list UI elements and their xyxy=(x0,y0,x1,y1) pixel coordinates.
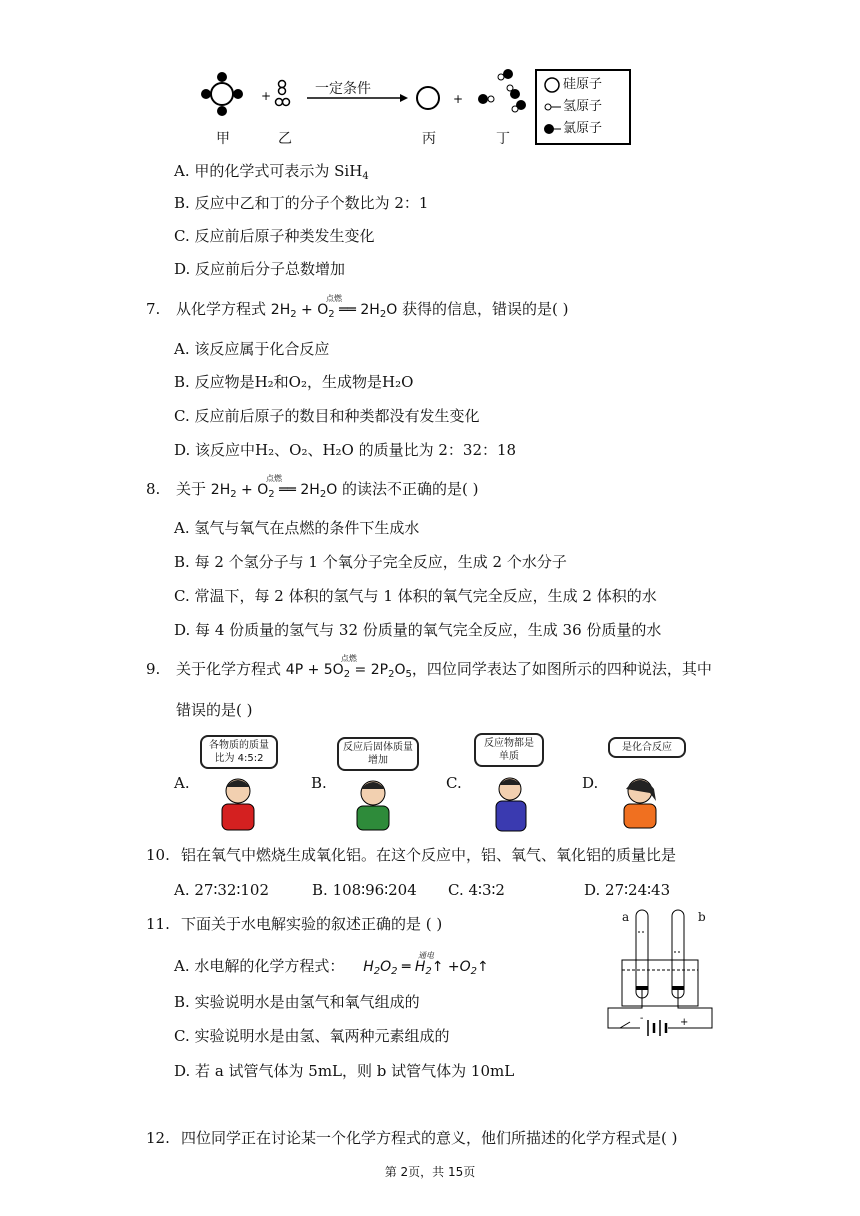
svg-text:+: + xyxy=(680,1017,689,1028)
option-text: 反应物是H₂和O₂，生成物是H₂O xyxy=(194,373,414,391)
q11-number: 11. xyxy=(146,915,170,933)
q8-option-c[interactable] xyxy=(174,586,657,606)
q9-option-c[interactable] xyxy=(446,731,566,833)
legend-h-label: 氢原子 xyxy=(563,99,603,114)
option-text: 氢气与氧气在点燃的条件下生成水 xyxy=(194,519,420,537)
q10-option-c[interactable] xyxy=(448,880,505,900)
option-letter: D. xyxy=(174,441,191,459)
q9-stem xyxy=(176,654,712,685)
option-letter: A. xyxy=(174,162,190,180)
option-letter: C. xyxy=(174,1027,190,1045)
option-text: 实验说明水是由氢、氧两种元素组成的 xyxy=(194,1027,450,1045)
speech-bubble: 是化合反应 xyxy=(608,737,686,758)
stem-text: 关于 xyxy=(176,480,207,498)
option-text: 该反应属于化合反应 xyxy=(194,340,330,358)
condition-label: 点燃 xyxy=(326,294,343,303)
option-letter: D. xyxy=(584,881,601,899)
q11-option-c[interactable] xyxy=(174,1026,450,1046)
q7-option-a[interactable] xyxy=(174,339,329,359)
label-yi: 乙 xyxy=(278,131,292,147)
svg-text:+: + xyxy=(261,89,272,103)
q10-option-b[interactable] xyxy=(312,880,417,900)
option-text: 反应中乙和丁的分子个数比为 2：1 xyxy=(194,194,429,212)
student-cartoon-icon xyxy=(482,771,542,833)
option-letter: B. xyxy=(174,194,190,212)
option-text: 每 4 份质量的氢气与 32 份质量的氧气完全反应，生成 36 份质量的水 xyxy=(195,621,662,639)
q9-option-d[interactable] xyxy=(582,733,702,833)
svg-text:-: - xyxy=(640,1013,644,1024)
q9-option-a[interactable] xyxy=(174,733,294,833)
q10-stem: 铝在氧气中燃烧生成氧化铝。在这个反应中，铝、氧气、氧化铝的质量比是 xyxy=(181,846,677,864)
option-text: 甲的化学式可表示为 SiH xyxy=(194,162,363,180)
option-letter: C. xyxy=(174,407,190,425)
student-cartoon-icon xyxy=(208,771,268,831)
option-text: 27∶32∶102 xyxy=(194,881,270,899)
q6-option-c[interactable] xyxy=(174,226,375,246)
label-bing: 丙 xyxy=(422,131,436,147)
option-letter: A. xyxy=(174,881,190,899)
q8-stem xyxy=(176,474,479,505)
option-letter: B. xyxy=(174,373,190,391)
q10-number: 10. xyxy=(146,846,170,864)
q12-stem: 四位同学正在讨论某一个化学方程式的意义，他们所描述的化学方程式是( ) xyxy=(181,1129,678,1147)
q8-option-a[interactable] xyxy=(174,518,419,538)
legend-cl-label: 氯原子 xyxy=(563,121,603,136)
option-letter: B. xyxy=(174,993,190,1011)
q7-option-b[interactable] xyxy=(174,372,413,392)
equation: 点燃 $2H_2 + O_2$ ══ $2H_2O$ xyxy=(271,300,397,325)
stem-text: 的读法不正确的是( ) xyxy=(342,480,479,498)
legend-si-label: 硅原子 xyxy=(563,77,603,92)
q9-number: 9. xyxy=(146,660,161,678)
condition-label: 点燃 xyxy=(266,474,283,483)
option-text: 108∶96∶204 xyxy=(332,881,417,899)
label-ding: 丁 xyxy=(496,131,510,147)
q9-stem-line2: 错误的是( ) xyxy=(176,701,253,719)
equation: 通电 $H_2O_2$ ═ $H_2↑$ $+O_2↑$ xyxy=(363,957,489,982)
q6-option-a[interactable] xyxy=(174,161,369,187)
equation: 点燃 $4P + 5O_2 = 2P_2O_5$ xyxy=(286,660,412,685)
option-text: 若 a 试管气体为 5mL，则 b 试管气体为 10mL xyxy=(195,1062,515,1080)
option-text: 4∶3∶2 xyxy=(468,881,505,899)
cl-atom-icon xyxy=(543,120,563,138)
q8-option-b[interactable] xyxy=(174,552,567,572)
subscript: 4 xyxy=(362,171,369,182)
option-text: 常温下，每 2 体积的氢气与 1 体积的氧气完全反应，生成 2 体积的水 xyxy=(194,587,657,605)
q11-option-d[interactable] xyxy=(174,1061,514,1081)
speech-bubble: 反应物都是单质 xyxy=(474,733,544,767)
q7-option-d[interactable] xyxy=(174,440,516,460)
legend-row-h xyxy=(543,95,602,116)
q8-number: 8. xyxy=(146,480,161,498)
option-letter: D. xyxy=(174,621,191,639)
q11-option-b[interactable] xyxy=(174,992,420,1012)
stem-text: 获得的信息，错误的是( ) xyxy=(402,300,569,318)
option-letter: D. xyxy=(174,1062,191,1080)
option-letter: A. xyxy=(174,340,190,358)
q6-option-d[interactable] xyxy=(174,259,345,279)
q9-option-b[interactable] xyxy=(311,733,431,833)
option-letter: B. xyxy=(174,553,190,571)
option-letter: A. xyxy=(174,957,190,975)
option-letter: B. xyxy=(312,881,328,899)
condition-label: 通电 xyxy=(417,951,434,960)
option-text: 该反应中H₂、O₂、H₂O 的质量比为 2：32：18 xyxy=(195,441,517,459)
q10-option-a[interactable] xyxy=(174,880,269,900)
tube-b-label: b xyxy=(698,910,706,924)
svg-text:+: + xyxy=(453,92,464,106)
option-letter: C. xyxy=(174,227,190,245)
atom-legend xyxy=(535,69,631,145)
option-letter: C. xyxy=(174,587,190,605)
q8-option-d[interactable] xyxy=(174,620,661,640)
q11-option-a[interactable] xyxy=(174,951,489,982)
option-text: 每 2 个氢分子与 1 个氧分子完全反应，生成 2 个水分子 xyxy=(194,553,567,571)
arrow-label: 一定条件 xyxy=(315,81,371,97)
option-text: 反应前后原子的数目和种类都没有发生变化 xyxy=(194,407,480,425)
option-letter: A. xyxy=(174,774,190,792)
option-text: 水电解的化学方程式： xyxy=(194,957,345,975)
stem-text: ，四位同学表达了如图所示的四种说法，其中 xyxy=(411,660,712,678)
si-atom-icon xyxy=(543,76,563,94)
h-atom-icon xyxy=(543,98,563,116)
label-jia: 甲 xyxy=(216,131,230,147)
option-text: 实验说明水是由氢气和氧气组成的 xyxy=(194,993,420,1011)
legend-row-cl xyxy=(543,117,602,138)
student-cartoon-icon xyxy=(612,771,672,831)
option-text: 27∶24∶43 xyxy=(605,881,671,899)
option-letter: D. xyxy=(174,260,191,278)
equation: 点燃 $2H_2 + O_2$ ══ $2H_2O$ xyxy=(211,480,337,505)
q10-option-d[interactable] xyxy=(584,880,670,900)
option-text: 反应前后原子种类发生变化 xyxy=(194,227,375,245)
option-letter: C. xyxy=(446,774,462,792)
q7-number: 7. xyxy=(146,300,161,318)
q11-stem: 下面关于水电解实验的叙述正确的是 ( ) xyxy=(181,915,443,933)
option-text: 反应前后分子总数增加 xyxy=(195,260,346,278)
q7-option-c[interactable] xyxy=(174,406,480,426)
option-letter: D. xyxy=(582,774,599,792)
option-letter: A. xyxy=(174,519,190,537)
stem-text: 从化学方程式 xyxy=(176,300,267,318)
tube-a-label: a xyxy=(622,910,630,924)
option-letter: C. xyxy=(448,881,464,899)
legend-row-si xyxy=(543,73,602,94)
page-footer: 第 2页，共 15页 xyxy=(384,1165,476,1179)
option-letter: B. xyxy=(311,774,327,792)
speech-bubble: 各物质的质量比为 4:5:2 xyxy=(200,735,278,769)
q7-stem xyxy=(176,294,569,325)
condition-label: 点燃 xyxy=(340,654,357,663)
q6-option-b[interactable] xyxy=(174,193,428,213)
student-cartoon-icon xyxy=(345,773,405,833)
stem-text: 关于化学方程式 xyxy=(176,660,282,678)
speech-bubble: 反应后固体质量增加 xyxy=(337,737,419,771)
electrolysis-apparatus xyxy=(600,902,718,1042)
q12-number: 12. xyxy=(146,1129,170,1147)
